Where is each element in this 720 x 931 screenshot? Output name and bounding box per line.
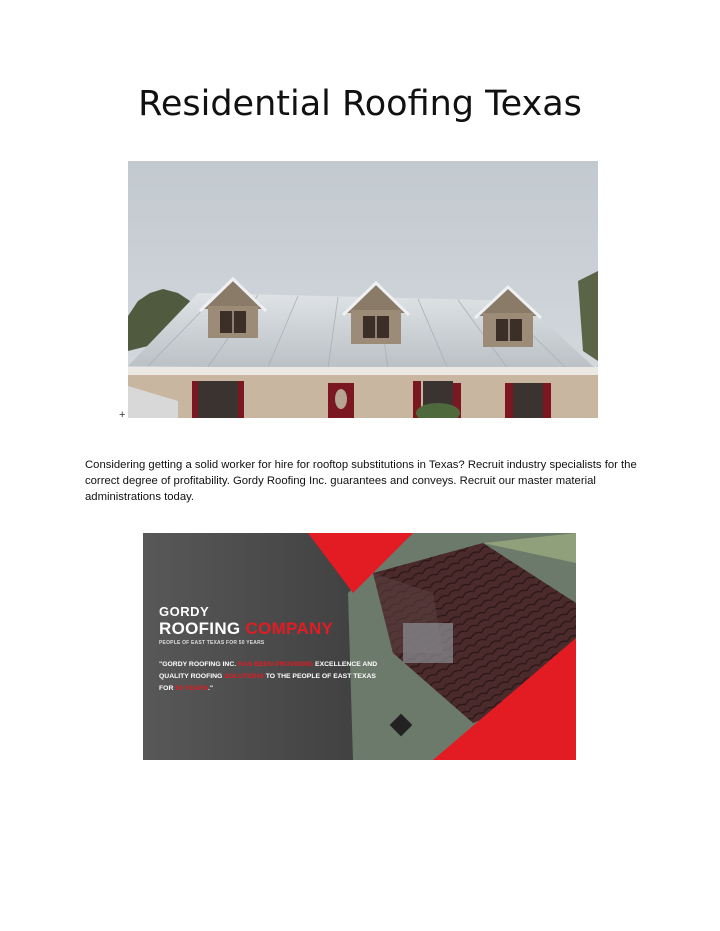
- quote-part: .": [208, 685, 214, 692]
- banner-graphic: [143, 533, 576, 760]
- banner-roofing: ROOFING: [159, 619, 246, 638]
- quote-highlight: 50 YEARS: [175, 685, 208, 692]
- banner-quote: [159, 659, 389, 695]
- company-banner: [143, 533, 576, 760]
- quote-highlight: HAS BEEN PROVIDING: [238, 661, 314, 668]
- page-title: Residential Roofing Texas: [138, 84, 582, 124]
- quote-part: EXCELLENCE AND QUALITY ROOFING: [159, 661, 378, 680]
- banner-gordy: GORDY: [159, 604, 210, 619]
- house-illustration: [128, 161, 598, 418]
- banner-roofing-company: [159, 619, 333, 639]
- plus-mark: +: [119, 409, 126, 421]
- quote-highlight: SOLUTIONS: [224, 673, 264, 680]
- body-paragraph: Considering getting a solid worker for hire for rooftop substitutions in Texas? Recruit industry specialists for the correct degree of profitability. Gordy Roofing Inc. guarantees and conveys. Recruit our master material administrations today.: [85, 459, 637, 503]
- house-roof-photo: [128, 161, 598, 418]
- quote-part: "GORDY ROOFING INC.: [159, 661, 239, 668]
- banner-tagline: PEOPLE OF EAST TEXAS FOR 50 YEARS: [159, 640, 265, 646]
- banner-company: COMPANY: [245, 619, 334, 638]
- quote-part: TO THE PEOPLE OF EAST TEXAS FOR: [159, 673, 376, 692]
